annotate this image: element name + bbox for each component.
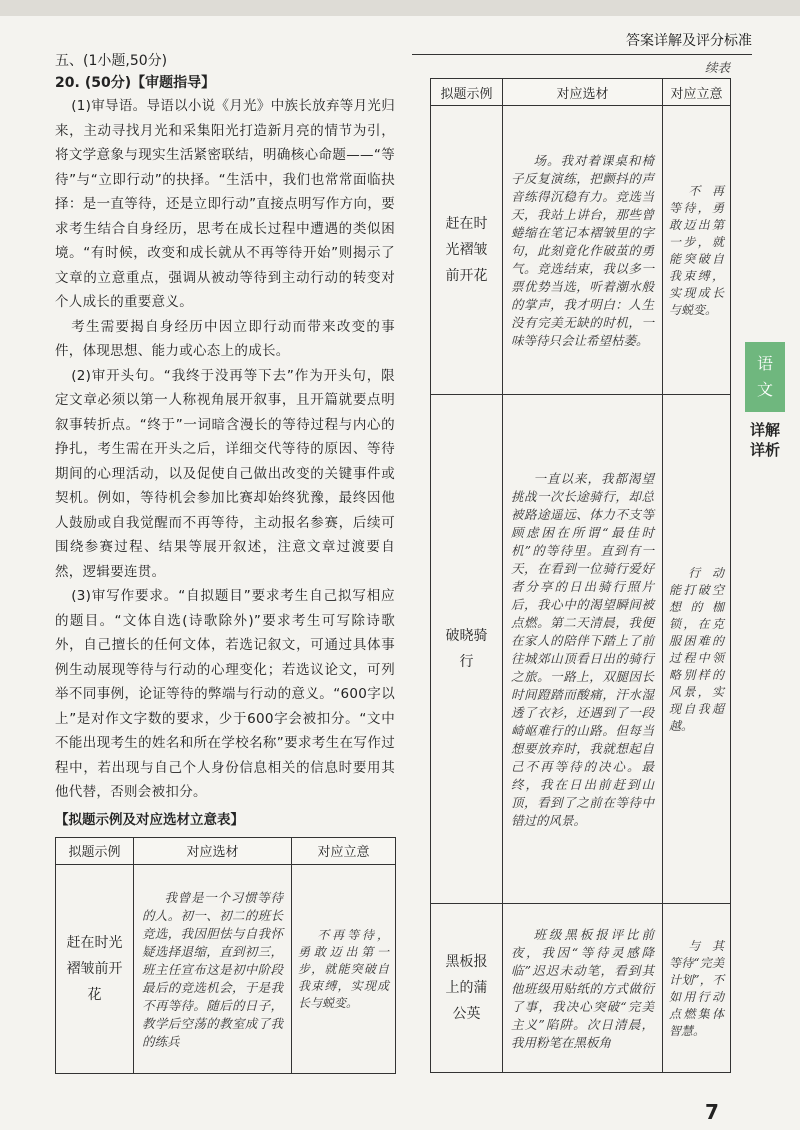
header-material: 对应选材 (134, 837, 292, 864)
paragraph-guide-intro: (1)审导语。导语以小说《月光》中族长放弃等月光归来，主动寻找月光和采集阳光打造新月亮的情节为引，将文学意象与现实生活紧密联结，明确核心命题——“等待”与“立即行动”的抉择。“生活中，我们也常常面临抉择：是一直等待，还是立即行动”直接点明写作方向，要求考生结合自身经历，思考在成长过程中遭遇的类似困境。“有时候，改变和成长就从不再等待开始”则揭示了文章的立意重点，强调从被动等待到主动行动的转变对个人成长的重要意义。 (55, 98, 395, 310)
row-theme: 不再等待，勇敢迈出第一步，就能突破自我束缚，实现成长与蜕变。 (663, 106, 731, 395)
row-topic: 黑板报上的蒲公英 (431, 904, 503, 1073)
top-strip (0, 0, 800, 16)
paragraph-opening-sentence: (2)审开头句。“我终于没再等下去”作为开头句，限定文章必须以第一人称视角展开叙事，且开篇就要点明叙事转折点。“终于”一词暗含漫长的等待过程与内心的挣扎，考生需在开头之后，详细交代等待的原因、等待期间的心理活动，以及促使自己做出改变的关键事件或契机。例如，等待机会参加比赛却始终犹豫，最终因他人鼓励或自我觉醒而不再等待，主动报名参赛，后续可围绕参赛过程、结果等展开叙述，注意文章过渡要自然，逻辑要连贯。 (55, 367, 395, 580)
question-heading: (50分)【审题指导】 (84, 75, 216, 91)
row-topic: 赶在时光褶皱前开花 (56, 864, 134, 1073)
header-topic: 拟题示例 (431, 79, 503, 106)
row-topic: 破晓骑行 (431, 395, 503, 904)
table-row (431, 395, 731, 904)
header-material: 对应选材 (503, 79, 663, 106)
row-material: 我曾是一个习惯等待的人。初一、初二的班长竞选，我因胆怯与自我怀疑选择退缩，直到初三，班主任宣布这是初中阶段最后的竞选机会，于是我不再等待。随后的日子，教学后空荡的教室成了我的练兵 (134, 864, 292, 1073)
row-material: 一直以来，我都渴望挑战一次长途骑行，却总被路途遥远、体力不支等顾虑困在所谓“最佳时机”的等待里。直到有一天，在看到一位骑行爱好者分享的日出骑行照片后，我心中的渴望瞬间被点燃。第二天清晨，我便在家人的陪伴下踏上了前往城郊山顶看日出的骑行之旅。一路上，双腿因长时间蹬踏而酸痛，汗水湿透了衣衫，还遇到了一段崎岖难行的山路。但每当想要放弃时，我就想起自己不再等待的决心。最终，我在日出前赶到山顶，看到了之前在等待中错过的风景。 (503, 395, 663, 904)
subject-tab-char-2: 文 (756, 380, 773, 399)
table-row (56, 864, 396, 1073)
subject-tab (745, 342, 785, 412)
left-column (55, 50, 395, 1074)
row-material: 场。我对着课桌和椅子反复演练，把颤抖的声音练得沉稳有力。竞选当天，我站上讲台，那些曾蜷缩在笔记本褶皱里的字句，此刻竟化作破茧的勇气。竞选结束，我以多一票优势当选，听着潮水般的掌声，我才明白：人生没有完美无缺的时机，一味等待只会让希望枯萎。 (503, 106, 663, 395)
row-material: 班级黑板报评比前夜，我因“等待灵感降临”迟迟未动笔，看到其他班级用贴纸的方式做衍了事，我决心突破“完美主义”陷阱。次日清晨，我用粉笔在黑板角 (503, 904, 663, 1073)
paragraph-writing-requirements: (3)审写作要求。“自拟题目”要求考生自己拟写相应的题目。“文体自选(诗歌除外)”要求考生可写除诗歌外，自己擅长的任何文体，若选记叙文，可通过具体事例生动展现等待与行动的心理变化；若选议论文，可列举不同事例，论证等待的弊端与行动的意义。“600字以上”是对作文字数的要求，少于600字会被扣分。“文中不能出现考生的姓名和所在学校名称”要求考生在写作过程中，若出现与自己个人身份信息相关的信息时要用其他代替，否则会被扣分。 (55, 588, 395, 800)
header-topic: 拟题示例 (56, 837, 134, 864)
table-title: 【拟题示例及对应选材立意表】 (55, 811, 244, 828)
header-theme: 对应立意 (663, 79, 731, 106)
subject-tab-char-1: 语 (756, 354, 773, 373)
row-theme: 行动能打破空想的枷锁，在克服困难的过程中领略别样的风景，实现自我超越。 (663, 395, 731, 904)
table-row (431, 106, 731, 395)
side-label: 详解详析 (750, 421, 781, 459)
row-topic: 赶在时光褶皱前开花 (431, 106, 503, 395)
paragraph-guide-note: 考生需要揭自身经历中因立即行动而带来改变的事件，体现思想、能力或心态上的成长。 (55, 318, 395, 359)
topic-table-right (430, 78, 731, 1073)
right-column (430, 60, 730, 1073)
page-number: 7 (705, 1100, 719, 1124)
page-header: 答案详解及评分标准 (412, 30, 752, 55)
continued-label: 续表 (704, 60, 730, 75)
header-theme: 对应立意 (292, 837, 396, 864)
table-row (431, 904, 731, 1073)
topic-table-left (55, 837, 396, 1074)
row-theme: 与其等待“完美计划”，不如用行动点燃集体智慧。 (663, 904, 731, 1073)
question-number: 20. (55, 75, 80, 91)
section-heading: 五、(1小题,50分) (55, 53, 168, 69)
row-theme: 不再等待，勇敢迈出第一步，就能突破自我束缚，实现成长与蜕变。 (292, 864, 396, 1073)
